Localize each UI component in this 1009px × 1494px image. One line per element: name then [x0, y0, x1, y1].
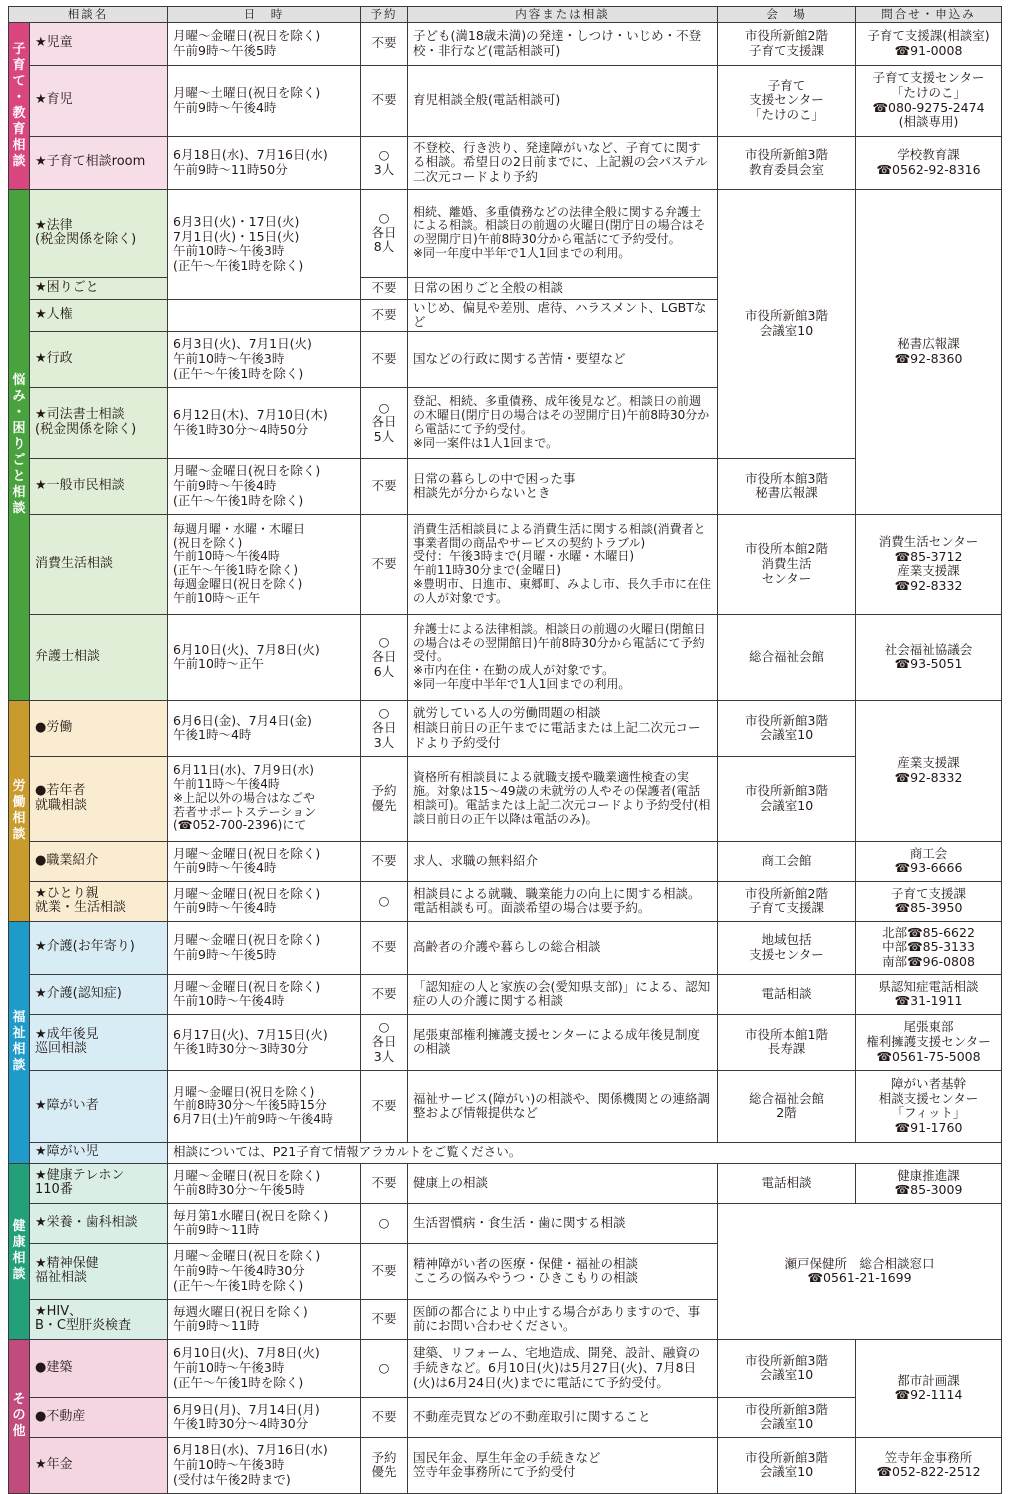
consult-name: ★ひとり親 就業・生活相談 [30, 881, 168, 921]
consult-time: 月曜～金曜日(祝日を除く) 午前9時～午後5時 [168, 22, 361, 65]
consult-content: 子ども(満18歳未満)の発達・しつけ・いじめ・不登校・非行など(電話相談可) [408, 22, 718, 65]
consult-time: 月曜～金曜日(祝日を除く) 午前9時～午後4時30分 (正午～午後1時を除く) [168, 1243, 361, 1299]
consult-name: ★介護(お年寄り) [30, 921, 168, 974]
consult-venue: 市役所新館3階 会議室10 [718, 1437, 856, 1493]
consult-content: 福祉サービス(障がい)の相談や、関係機関との連絡調整および情報提供など [408, 1070, 718, 1142]
consult-venue: 市役所新館3階 会議室10 [718, 700, 856, 756]
table-row [9, 22, 1002, 65]
consult-content: 相続、離婚、多重債務などの法律全般に関する弁護士による相談。相談日の前週の火曜日(閉庁日の場合はその翌開庁日)午前8時30分から電話にて予約受付。 ※同一年度中半年で1人1回までの利用。 [408, 189, 718, 277]
consult-venue: 市役所新館3階 会議室10 [718, 1339, 856, 1397]
consultation-table [8, 6, 1002, 1494]
consult-time: 6月11日(水)、7月9日(水) 午前11時～午後4時 ※上記以外の場合はなごや 若者サポートステーション (☎052-700-2396)にて [168, 756, 361, 841]
consult-contact: 障がい者基幹 相談支援センター 「フィット」 ☎91-1760 [856, 1070, 1002, 1142]
consult-venue: 瀬戸保健所 総合相談窓口 ☎0561-21-1699 [718, 1203, 1002, 1339]
table-row [9, 1014, 1002, 1070]
table-row [9, 1437, 1002, 1493]
table-row [9, 921, 1002, 974]
consult-reservation: 不要 [361, 22, 408, 65]
consult-reservation: 不要 [361, 331, 408, 387]
consult-contact: 社会福祉協議会 ☎93-5051 [856, 614, 1002, 700]
category-label: 子 育 て ・ 教 育 相 談 [9, 22, 30, 189]
consult-time: 月曜～金曜日(祝日を除く) 午前8時30分～午後5時 [168, 1163, 361, 1203]
header-row [9, 7, 1002, 23]
consult-reservation: ○ [361, 1339, 408, 1397]
consult-content: 「認知症の人と家族の会(愛知県支部)」による、認知症の人の介護に関する相談 [408, 974, 718, 1014]
consult-reservation: 不要 [361, 1299, 408, 1339]
consultation-table-wrapper [8, 6, 1001, 1494]
consult-time: 6月3日(火)・17日(火) 7月1日(火)・15日(火) 午前10時～午後3時 (正午～午後1時を除く) [168, 189, 361, 299]
table-row [9, 700, 1002, 756]
consult-time-empty [168, 299, 361, 331]
consult-reservation: 不要 [361, 1163, 408, 1203]
consult-reservation: 予約 優先 [361, 1437, 408, 1493]
consult-content: 建築、リフォーム、宅地造成、開発、設計、融資の手続きなど。6月10日(火)は5月27日(火)、7月8日(火)は6月24日(火)までに電話にて予約受付。 [408, 1339, 718, 1397]
consult-reservation: 不要 [361, 974, 408, 1014]
consult-content: 国などの行政に関する苦情・要望など [408, 331, 718, 387]
consult-name: ★児童 [30, 22, 168, 65]
consult-content: 就労している人の労働問題の相談 相談日前日の正午までに電話または上記二次元コードより予約受付 [408, 700, 718, 756]
header-venue: 会 場 [718, 7, 856, 23]
table-row [9, 65, 1002, 136]
consult-content: 尾張東部権利擁護支援センターによる成年後見制度の相談 [408, 1014, 718, 1070]
consult-time: 6月3日(火)、7月1日(火) 午前10時～午後3時 (正午～午後1時を除く) [168, 331, 361, 387]
consult-reservation: 不要 [361, 921, 408, 974]
consult-content: 不動産売買などの不動産取引に関すること [408, 1397, 718, 1437]
table-row [9, 1339, 1002, 1397]
consult-content: 日常の困りごと全般の相談 [408, 277, 718, 299]
consult-venue: 総合福祉会館 [718, 614, 856, 700]
consult-reservation: ○ 各日 8人 [361, 189, 408, 277]
consult-content: 資格所有相談員による就職支援や職業適性検査の実施。対象は15～49歳の未就労の人やその保護者(電話相談可)。電話または上記二次元コードより予約受付(相談日前日の正午以降は電話のみ)。 [408, 756, 718, 841]
consult-name: ●若年者 就職相談 [30, 756, 168, 841]
consult-name: ★法律 (税金関係を除く) [30, 189, 168, 277]
consult-contact: 北部☎85-6622 中部☎85-3133 南部☎96-0808 [856, 921, 1002, 974]
table-row [9, 841, 1002, 881]
consult-time: 6月10日(火)、7月8日(火) 午前10時～午後3時 (正午～午後1時を除く) [168, 1339, 361, 1397]
consult-content: 不登校、行き渋り、発達障がいなど、子育てに関する相談。希望日の2日前までに、上記親の会パステル二次元コードより予約 [408, 136, 718, 189]
consult-contact: 尾張東部 権利擁護支援センター ☎0561-75-5008 [856, 1014, 1002, 1070]
consult-time: 毎月第1水曜日(祝日を除く) 午前9時～11時 [168, 1203, 361, 1243]
consult-contact: 子育て支援課(相談室) ☎91-0008 [856, 22, 1002, 65]
consult-reservation: 不要 [361, 65, 408, 136]
consult-name: ★障がい児 [30, 1142, 168, 1163]
consult-contact: 学校教育課 ☎0562-92-8316 [856, 136, 1002, 189]
table-row [9, 1070, 1002, 1142]
consult-venue: 市役所本館2階 消費生活 センター [718, 514, 856, 614]
consult-content: 登記、相続、多重債務、成年後見など。相談日の前週の木曜日(閉庁日の場合はその翌開庁日)午前8時30分から電話にて予約受付。 ※同一案件は1人1回まで。 [408, 387, 718, 458]
table-row [9, 1163, 1002, 1203]
consult-contact: 秘書広報課 ☎92-8360 [856, 189, 1002, 514]
consult-content: 弁護士による法律相談。相談日の前週の火曜日(閉館日の場合はその翌開館日)午前8時30分から電話にて予約受付。 ※市内在住・在勤の成人が対象です。 ※同一年度中半年で1人1回までの利用。 [408, 614, 718, 700]
consult-time: 月曜～金曜日(祝日を除く) 午前9時～午後4時 (正午～午後1時を除く) [168, 458, 361, 514]
consult-name: ★障がい者 [30, 1070, 168, 1142]
consult-venue: 電話相談 [718, 1163, 856, 1203]
consult-name: ●建築 [30, 1339, 168, 1397]
consult-content: 精神障がい者の医療・保健・福祉の相談 こころの悩みやうつ・ひきこもりの相談 [408, 1243, 718, 1299]
consult-reservation: ○ 各日 3人 [361, 1014, 408, 1070]
table-row [9, 974, 1002, 1014]
consult-name: ★健康テレホン 110番 [30, 1163, 168, 1203]
consult-reservation: 不要 [361, 458, 408, 514]
consult-content: 日常の暮らしの中で困った事 相談先が分からないとき [408, 458, 718, 514]
consult-content: いじめ、偏見や差別、虐待、ハラスメント、LGBTなど [408, 299, 718, 331]
consult-time: 月曜～金曜日(祝日を除く) 午前9時～午後4時 [168, 841, 361, 881]
consult-reservation: 不要 [361, 1243, 408, 1299]
category-label: 労 働 相 談 [9, 700, 30, 921]
consult-content: 国民年金、厚生年金の手続きなど 笠寺年金事務所にて予約受付 [408, 1437, 718, 1493]
consult-content: 求人、求職の無料紹介 [408, 841, 718, 881]
consult-time: 6月18日(水)、7月16日(水) 午前10時～午後3時 (受付は午後2時まで) [168, 1437, 361, 1493]
consult-venue: 市役所新館3階 会議室10 [718, 189, 856, 458]
consult-name: ★栄養・歯科相談 [30, 1203, 168, 1243]
consult-content: 相談員による就職、職業能力の向上に関する相談。電話相談も可。面談希望の場合は要予約。 [408, 881, 718, 921]
consult-content: 健康上の相談 [408, 1163, 718, 1203]
consult-reservation: ○ [361, 1203, 408, 1243]
consult-reservation: 不要 [361, 299, 408, 331]
table-row [9, 1142, 1002, 1163]
consult-reservation: 不要 [361, 277, 408, 299]
consult-time: 6月6日(金)、7月4日(金) 午後1時～4時 [168, 700, 361, 756]
consult-name: ★子育て相談room [30, 136, 168, 189]
consult-contact: 健康推進課 ☎85-3009 [856, 1163, 1002, 1203]
consult-name: 消費生活相談 [30, 514, 168, 614]
consult-venue: 市役所新館2階 子育て支援課 [718, 881, 856, 921]
consult-reservation: ○ 3人 [361, 136, 408, 189]
consult-content: 消費生活相談員による消費生活に関する相談(消費者と事業者間の商品やサービスの契約トラブル) 受付：午後3時まで(月曜・水曜・木曜日) 午前11時30分まで(金曜日) ※豊明市、日進市、東郷町、みよし市、長久手市に在住の人が対象です。 [408, 514, 718, 614]
table-row [9, 136, 1002, 189]
consult-reservation: 不要 [361, 514, 408, 614]
consult-reservation: ○ 各日 5人 [361, 387, 408, 458]
consult-venue: 地域包括 支援センター [718, 921, 856, 974]
header-time: 日 時 [168, 7, 361, 23]
table-row [9, 881, 1002, 921]
consult-venue: 市役所本館1階 長寿課 [718, 1014, 856, 1070]
header-reservation: 予約 [361, 7, 408, 23]
consult-time: 毎週火曜日(祝日を除く) 午前9時～11時 [168, 1299, 361, 1339]
consult-time: 月曜～金曜日(祝日を除く) 午前9時～午後4時 [168, 881, 361, 921]
consult-time: 6月10日(火)、7月8日(火) 午前10時～正午 [168, 614, 361, 700]
consult-venue: 市役所新館3階 会議室10 [718, 756, 856, 841]
category-label: そ の 他 [9, 1339, 30, 1493]
consult-name: ★育児 [30, 65, 168, 136]
consult-name: ●職業紹介 [30, 841, 168, 881]
consult-contact: 子育て支援課 ☎85-3950 [856, 881, 1002, 921]
category-label: 悩 み ・ 困 り ご と 相 談 [9, 189, 30, 700]
consult-venue: 市役所新館3階 教育委員会室 [718, 136, 856, 189]
consult-name: ★介護(認知症) [30, 974, 168, 1014]
table-row [9, 756, 1002, 841]
consult-time: 6月12日(木)、7月10日(木) 午後1時30分～4時50分 [168, 387, 361, 458]
consult-venue: 市役所新館3階 会議室10 [718, 1397, 856, 1437]
consult-contact: 都市計画課 ☎92-1114 [856, 1339, 1002, 1437]
consult-time: 6月18日(水)、7月16日(水) 午前9時～11時50分 [168, 136, 361, 189]
consult-contact: 産業支援課 ☎92-8332 [856, 700, 1002, 841]
consult-reservation: ○ 各日 6人 [361, 614, 408, 700]
consult-note: 相談については、P21子育て情報アラカルトをご覧ください。 [168, 1142, 1002, 1163]
table-row [9, 1203, 1002, 1243]
consult-contact: 県認知症電話相談 ☎31-1911 [856, 974, 1002, 1014]
table-row [9, 514, 1002, 614]
consult-venue: 子育て 支援センター 「たけのこ」 [718, 65, 856, 136]
consult-content: 生活習慣病・食生活・歯に関する相談 [408, 1203, 718, 1243]
consult-name: ★司法書士相談 (税金関係を除く) [30, 387, 168, 458]
consult-time: 6月17日(火)、7月15日(火) 午後1時30分～3時30分 [168, 1014, 361, 1070]
table-row [9, 1397, 1002, 1437]
consult-time: 月曜～金曜日(祝日を除く) 午前9時～午後5時 [168, 921, 361, 974]
consult-name: ★精神保健 福祉相談 [30, 1243, 168, 1299]
consult-time: 月曜～金曜日(祝日を除く) 午前8時30分～午後5時15分 6月7日(土)午前9時～午後4時 [168, 1070, 361, 1142]
consult-name: ★困りごと [30, 277, 168, 299]
consult-reservation: 不要 [361, 841, 408, 881]
consult-reservation: 予約 優先 [361, 756, 408, 841]
consult-contact: 子育て支援センター 「たけのこ」 ☎080-9275-2474 (相談専用) [856, 65, 1002, 136]
consult-name: 弁護士相談 [30, 614, 168, 700]
category-label: 福 祉 相 談 [9, 921, 30, 1163]
consult-venue: 商工会館 [718, 841, 856, 881]
consult-contact: 笠寺年金事務所 ☎052-822-2512 [856, 1437, 1002, 1493]
consult-time: 6月9日(月)、7月14日(月) 午後1時30分～4時30分 [168, 1397, 361, 1437]
consult-reservation: 不要 [361, 1070, 408, 1142]
consult-name: ★一般市民相談 [30, 458, 168, 514]
consult-venue: 総合福祉会館 2階 [718, 1070, 856, 1142]
table-row [9, 614, 1002, 700]
consult-reservation: 不要 [361, 1397, 408, 1437]
consult-content: 医師の都合により中止する場合がありますので、事前にお問い合わせください。 [408, 1299, 718, 1339]
consult-venue: 市役所新館2階 子育て支援課 [718, 22, 856, 65]
consult-name: ●不動産 [30, 1397, 168, 1437]
consult-contact: 消費生活センター ☎85-3712 産業支援課 ☎92-8332 [856, 514, 1002, 614]
table-row [9, 189, 1002, 277]
consult-name: ★HIV、 B・C型肝炎検査 [30, 1299, 168, 1339]
consult-name: ★年金 [30, 1437, 168, 1493]
consult-content: 育児相談全般(電話相談可) [408, 65, 718, 136]
consult-time: 毎週月曜・水曜・木曜日 (祝日を除く) 午前10時～午後4時 (正午～午後1時を除く) 毎週金曜日(祝日を除く) 午前10時～正午 [168, 514, 361, 614]
header-contact: 問合せ・申込み [856, 7, 1002, 23]
header-name: 相談名 [9, 7, 168, 23]
consult-reservation: ○ [361, 881, 408, 921]
category-label: 健 康 相 談 [9, 1163, 30, 1339]
header-content: 内容または相談 [408, 7, 718, 23]
consult-content: 高齢者の介護や暮らしの総合相談 [408, 921, 718, 974]
consult-venue: 市役所本館3階 秘書広報課 [718, 458, 856, 514]
consult-time: 月曜～土曜日(祝日を除く) 午前9時～午後4時 [168, 65, 361, 136]
consult-contact: 商工会 ☎93-6666 [856, 841, 1002, 881]
consult-reservation: ○ 各日 3人 [361, 700, 408, 756]
consult-time: 月曜～金曜日(祝日を除く) 午前10時～午後4時 [168, 974, 361, 1014]
consult-name: ★行政 [30, 331, 168, 387]
consult-name: ●労働 [30, 700, 168, 756]
consult-venue: 電話相談 [718, 974, 856, 1014]
consult-name: ★人権 [30, 299, 168, 331]
consult-name: ★成年後見 巡回相談 [30, 1014, 168, 1070]
table-row [9, 458, 1002, 514]
